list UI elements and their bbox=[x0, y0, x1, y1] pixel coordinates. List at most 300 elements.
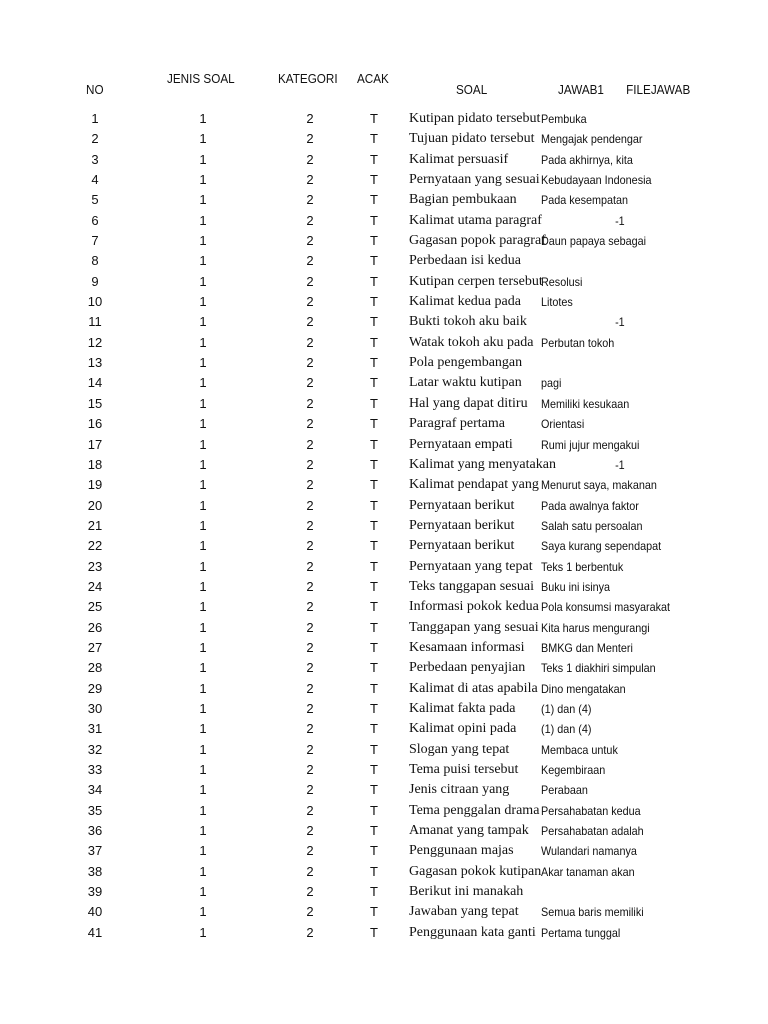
cell-jawab1-text: Kita harus mengurangi bbox=[541, 620, 650, 635]
cell-soal[interactable]: Jawaban yang tepat bbox=[409, 904, 519, 920]
cell-jawab1-text: Orientasi bbox=[541, 417, 585, 432]
cell-acak[interactable]: T bbox=[370, 151, 378, 167]
cell-jawab1[interactable] bbox=[541, 457, 625, 473]
cell-jawab1[interactable] bbox=[541, 375, 629, 391]
cell-no[interactable]: 35 bbox=[87, 802, 103, 818]
cell-no[interactable]: 38 bbox=[87, 863, 103, 879]
cell-kategori[interactable]: 2 bbox=[306, 273, 314, 289]
cell-jenis-soal[interactable]: 1 bbox=[199, 253, 207, 269]
cell-jawab1[interactable] bbox=[541, 660, 656, 676]
cell-no[interactable]: 31 bbox=[87, 721, 103, 737]
cell-kategori[interactable]: 2 bbox=[306, 884, 314, 900]
cell-acak[interactable]: T bbox=[370, 294, 378, 310]
cell-jawab1[interactable] bbox=[541, 742, 629, 758]
cell-no[interactable]: 27 bbox=[87, 639, 103, 655]
cell-soal[interactable]: Kalimat opini pada bbox=[409, 721, 517, 737]
cell-jawab1[interactable] bbox=[541, 884, 629, 900]
cell-kategori[interactable]: 2 bbox=[306, 111, 314, 126]
cell-kategori[interactable]: 2 bbox=[306, 700, 314, 716]
cell-acak[interactable]: T bbox=[370, 212, 378, 228]
cell-no[interactable]: 16 bbox=[87, 416, 103, 432]
cell-jenis-soal[interactable]: 1 bbox=[199, 131, 207, 147]
cell-acak[interactable]: T bbox=[370, 436, 378, 452]
cell-jenis-soal[interactable]: 1 bbox=[199, 660, 207, 676]
cell-jenis-soal[interactable]: 1 bbox=[199, 843, 207, 859]
cell-jawab1[interactable] bbox=[541, 559, 629, 575]
table-row bbox=[0, 355, 768, 375]
cell-no[interactable]: 36 bbox=[87, 823, 103, 839]
cell-jenis-soal[interactable]: 1 bbox=[199, 741, 207, 757]
cell-kategori[interactable]: 2 bbox=[306, 843, 314, 859]
cell-soal[interactable]: Perbedaan penyajian bbox=[409, 660, 526, 676]
cell-jenis-soal[interactable]: 1 bbox=[199, 639, 207, 655]
cell-soal[interactable]: Kesamaan informasi bbox=[409, 639, 525, 655]
table-row bbox=[0, 660, 768, 680]
cell-jenis-soal[interactable]: 1 bbox=[199, 680, 207, 696]
cell-jawab1-text: Wulandari namanya bbox=[541, 844, 637, 859]
cell-kategori[interactable]: 2 bbox=[306, 538, 314, 554]
table-row bbox=[0, 904, 768, 924]
cell-soal[interactable]: Berikut ini manakah bbox=[409, 884, 524, 900]
cell-kategori[interactable]: 2 bbox=[306, 680, 314, 696]
cell-kategori[interactable]: 2 bbox=[306, 660, 314, 676]
cell-soal[interactable]: Pernyataan berikut bbox=[409, 538, 515, 554]
cell-no[interactable]: 41 bbox=[87, 924, 103, 940]
header-filejawab: FILEJAWAB bbox=[625, 82, 690, 97]
cell-no[interactable]: 37 bbox=[87, 843, 103, 859]
table-row bbox=[0, 559, 768, 579]
cell-jawab1[interactable] bbox=[541, 518, 643, 534]
header-acak: ACAK bbox=[357, 71, 389, 86]
cell-soal[interactable]: Gagasan pokok kutipan bbox=[409, 863, 542, 879]
cell-no[interactable]: 19 bbox=[87, 477, 103, 493]
cell-jawab1[interactable] bbox=[541, 253, 629, 269]
cell-soal[interactable]: Paragraf pertama bbox=[409, 416, 505, 432]
cell-no[interactable]: 33 bbox=[87, 762, 103, 777]
cell-kategori[interactable]: 2 bbox=[306, 823, 314, 839]
cell-jenis-soal[interactable]: 1 bbox=[199, 233, 207, 249]
cell-soal[interactable]: Tema puisi tersebut bbox=[409, 762, 519, 777]
cell-jawab1[interactable] bbox=[541, 111, 629, 127]
cell-soal[interactable]: Kalimat di atas apabila bbox=[409, 680, 538, 696]
cell-jawab1[interactable] bbox=[541, 172, 652, 188]
table-row bbox=[0, 681, 768, 701]
cell-jawab1-text: -1 bbox=[615, 315, 625, 330]
cell-acak[interactable]: T bbox=[370, 741, 378, 757]
cell-acak[interactable]: T bbox=[370, 863, 378, 879]
cell-kategori[interactable]: 2 bbox=[306, 782, 314, 798]
cell-kategori[interactable]: 2 bbox=[306, 924, 314, 940]
cell-jawab1[interactable] bbox=[541, 538, 662, 554]
cell-jenis-soal[interactable]: 1 bbox=[199, 762, 207, 777]
cell-jawab1[interactable] bbox=[541, 925, 629, 941]
cell-soal[interactable]: Tujuan pidato tersebut bbox=[409, 131, 535, 147]
cell-jenis-soal[interactable]: 1 bbox=[199, 436, 207, 452]
cell-jenis-soal[interactable]: 1 bbox=[199, 863, 207, 879]
table-row bbox=[0, 498, 768, 518]
cell-jawab1[interactable] bbox=[541, 782, 629, 798]
cell-jenis-soal[interactable]: 1 bbox=[199, 823, 207, 839]
cell-jawab1[interactable] bbox=[541, 579, 629, 595]
cell-no[interactable]: 12 bbox=[87, 334, 103, 350]
cell-soal[interactable]: Perbedaan isi kedua bbox=[409, 253, 521, 269]
cell-jawab1-text: Persahabatan adalah bbox=[541, 824, 644, 839]
cell-kategori[interactable]: 2 bbox=[306, 314, 314, 330]
cell-kategori[interactable]: 2 bbox=[306, 477, 314, 493]
cell-jawab1[interactable] bbox=[541, 131, 643, 147]
cell-acak[interactable]: T bbox=[370, 782, 378, 798]
header-soal: SOAL bbox=[456, 82, 488, 97]
table-row bbox=[0, 294, 768, 314]
table-row bbox=[0, 803, 768, 823]
cell-acak[interactable]: T bbox=[370, 700, 378, 716]
cell-no[interactable]: 25 bbox=[87, 599, 103, 615]
cell-acak[interactable]: T bbox=[370, 802, 378, 818]
cell-soal[interactable]: Penggunaan kata ganti bbox=[409, 924, 536, 940]
cell-soal[interactable]: Kutipan cerpen tersebut bbox=[409, 273, 543, 289]
cell-jawab1-text: Memiliki kesukaan bbox=[541, 396, 630, 411]
cell-kategori[interactable]: 2 bbox=[306, 253, 314, 269]
table-row bbox=[0, 823, 768, 843]
cell-no[interactable]: 7 bbox=[91, 233, 99, 249]
cell-jawab1-text: Salah satu persoalan bbox=[541, 518, 643, 533]
cell-no[interactable]: 5 bbox=[91, 192, 99, 208]
cell-jenis-soal[interactable]: 1 bbox=[199, 456, 207, 472]
cell-jawab1[interactable] bbox=[541, 294, 629, 310]
cell-jenis-soal[interactable]: 1 bbox=[199, 924, 207, 940]
cell-kategori[interactable]: 2 bbox=[306, 497, 314, 513]
cell-no[interactable]: 10 bbox=[87, 294, 103, 310]
cell-jawab1-text: Teks 1 berbentuk bbox=[541, 559, 624, 574]
cell-soal[interactable]: Kalimat fakta pada bbox=[409, 700, 516, 716]
cell-kategori[interactable]: 2 bbox=[306, 436, 314, 452]
cell-acak[interactable]: T bbox=[370, 619, 378, 635]
cell-jenis-soal[interactable]: 1 bbox=[199, 517, 207, 533]
cell-jawab1[interactable] bbox=[541, 599, 671, 615]
cell-no[interactable]: 20 bbox=[87, 497, 103, 513]
cell-kategori[interactable]: 2 bbox=[306, 517, 314, 533]
header-jawab1: JAWAB1 bbox=[558, 82, 604, 97]
cell-jenis-soal[interactable]: 1 bbox=[199, 497, 207, 513]
cell-no[interactable]: 9 bbox=[91, 273, 99, 289]
cell-jawab1[interactable] bbox=[541, 904, 644, 920]
cell-no[interactable]: 4 bbox=[91, 172, 99, 188]
cell-acak[interactable]: T bbox=[370, 131, 378, 147]
cell-no[interactable]: 13 bbox=[87, 355, 103, 371]
cell-acak[interactable]: T bbox=[370, 233, 378, 249]
cell-acak[interactable]: T bbox=[370, 904, 378, 920]
cell-no[interactable]: 15 bbox=[87, 395, 103, 411]
cell-soal[interactable]: Gagasan popok paragraf bbox=[409, 233, 546, 249]
cell-jawab1[interactable] bbox=[541, 701, 629, 717]
cell-acak[interactable]: T bbox=[370, 172, 378, 188]
cell-jawab1[interactable] bbox=[541, 498, 639, 514]
cell-kategori[interactable]: 2 bbox=[306, 172, 314, 188]
cell-jenis-soal[interactable]: 1 bbox=[199, 904, 207, 920]
cell-jenis-soal[interactable]: 1 bbox=[199, 721, 207, 737]
cell-jenis-soal[interactable]: 1 bbox=[199, 558, 207, 574]
table-row bbox=[0, 314, 768, 334]
cell-kategori[interactable]: 2 bbox=[306, 619, 314, 635]
cell-soal[interactable]: Amanat yang tampak bbox=[409, 823, 529, 839]
cell-acak[interactable]: T bbox=[370, 924, 378, 940]
cell-jawab1[interactable] bbox=[541, 233, 647, 249]
cell-soal[interactable]: Bagian pembukaan bbox=[409, 192, 517, 208]
cell-jawab1[interactable] bbox=[541, 477, 657, 493]
cell-soal[interactable]: Watak tokoh aku pada bbox=[409, 334, 534, 350]
table-row bbox=[0, 518, 768, 538]
cell-no[interactable]: 2 bbox=[91, 131, 99, 147]
cell-no[interactable]: 18 bbox=[87, 456, 103, 472]
cell-jawab1-text: -1 bbox=[615, 457, 625, 472]
cell-soal[interactable]: Kalimat persuasif bbox=[409, 151, 509, 167]
cell-jenis-soal[interactable]: 1 bbox=[199, 477, 207, 493]
cell-soal[interactable]: Informasi pokok kedua bbox=[409, 599, 539, 615]
cell-acak[interactable]: T bbox=[370, 762, 378, 777]
cell-acak[interactable]: T bbox=[370, 599, 378, 615]
cell-soal[interactable]: Tema penggalan drama bbox=[409, 802, 540, 818]
cell-jenis-soal[interactable]: 1 bbox=[199, 578, 207, 594]
cell-soal[interactable]: Pola pengembangan bbox=[409, 355, 523, 371]
cell-jawab1-text: BMKG dan Menteri bbox=[541, 640, 633, 655]
cell-acak[interactable]: T bbox=[370, 314, 378, 330]
cell-acak[interactable]: T bbox=[370, 477, 378, 493]
cell-no[interactable]: 8 bbox=[91, 253, 99, 269]
cell-jenis-soal[interactable]: 1 bbox=[199, 172, 207, 188]
cell-no[interactable]: 14 bbox=[87, 375, 103, 391]
cell-kategori[interactable]: 2 bbox=[306, 599, 314, 615]
cell-jenis-soal[interactable]: 1 bbox=[199, 334, 207, 350]
cell-no[interactable]: 3 bbox=[91, 151, 99, 167]
cell-jawab1-text: Kebudayaan Indonesia bbox=[541, 173, 652, 188]
cell-kategori[interactable]: 2 bbox=[306, 355, 314, 371]
cell-no[interactable]: 28 bbox=[87, 660, 103, 676]
table-row bbox=[0, 274, 768, 294]
cell-acak[interactable]: T bbox=[370, 538, 378, 554]
cell-no[interactable]: 39 bbox=[87, 884, 103, 900]
cell-jawab1-text: Pertama tunggal bbox=[541, 925, 621, 940]
cell-jenis-soal[interactable]: 1 bbox=[199, 538, 207, 554]
cell-jawab1-text: Membaca untuk bbox=[541, 742, 618, 757]
cell-jenis-soal[interactable]: 1 bbox=[199, 314, 207, 330]
cell-jawab1-text: Akar tanaman akan bbox=[541, 864, 635, 879]
cell-soal[interactable]: Teks tanggapan sesuai bbox=[409, 578, 534, 594]
cell-jenis-soal[interactable]: 1 bbox=[199, 355, 207, 371]
cell-jawab1[interactable] bbox=[541, 152, 633, 168]
cell-soal[interactable]: Pernyataan berikut bbox=[409, 517, 515, 533]
cell-soal[interactable]: Kalimat yang menyatakan bbox=[409, 456, 556, 472]
cell-soal[interactable]: Bukti tokoh aku baik bbox=[409, 314, 527, 330]
cell-kategori[interactable]: 2 bbox=[306, 904, 314, 920]
cell-acak[interactable]: T bbox=[370, 823, 378, 839]
cell-acak[interactable]: T bbox=[370, 273, 378, 289]
cell-no[interactable]: 11 bbox=[88, 314, 102, 330]
cell-soal[interactable]: Latar waktu kutipan bbox=[409, 375, 522, 391]
cell-jawab1-text: Pada akhirnya, kita bbox=[541, 152, 633, 167]
cell-jawab1[interactable] bbox=[541, 640, 633, 656]
cell-jawab1-text: Pola konsumsi masyarakat bbox=[541, 600, 671, 615]
table-row bbox=[0, 701, 768, 721]
cell-jawab1[interactable] bbox=[541, 274, 629, 290]
cell-jawab1[interactable] bbox=[541, 803, 641, 819]
cell-acak[interactable]: T bbox=[370, 416, 378, 432]
header-jenis-soal: JENIS SOAL bbox=[167, 71, 235, 86]
cell-kategori[interactable]: 2 bbox=[306, 578, 314, 594]
cell-jenis-soal[interactable]: 1 bbox=[199, 395, 207, 411]
cell-no[interactable]: 32 bbox=[87, 741, 103, 757]
cell-acak[interactable]: T bbox=[370, 578, 378, 594]
cell-soal[interactable]: Kutipan pidato tersebut bbox=[409, 111, 541, 126]
cell-acak[interactable]: T bbox=[370, 884, 378, 900]
cell-acak[interactable]: T bbox=[370, 456, 378, 472]
cell-jawab1[interactable] bbox=[541, 192, 629, 208]
cell-jenis-soal[interactable]: 1 bbox=[199, 151, 207, 167]
cell-jenis-soal[interactable]: 1 bbox=[199, 599, 207, 615]
table-row bbox=[0, 843, 768, 863]
cell-soal[interactable]: Pernyataan yang sesuai bbox=[409, 172, 540, 188]
cell-kategori[interactable]: 2 bbox=[306, 456, 314, 472]
table-row bbox=[0, 131, 768, 151]
table-row bbox=[0, 579, 768, 599]
cell-kategori[interactable]: 2 bbox=[306, 863, 314, 879]
cell-no[interactable]: 21 bbox=[87, 517, 103, 533]
table-row bbox=[0, 620, 768, 640]
cell-no[interactable]: 29 bbox=[87, 680, 103, 696]
cell-soal[interactable]: Jenis citraan yang bbox=[409, 782, 510, 798]
cell-kategori[interactable]: 2 bbox=[306, 762, 314, 777]
cell-jawab1-text: Rumi jujur mengakui bbox=[541, 437, 640, 452]
cell-acak[interactable]: T bbox=[370, 111, 378, 126]
cell-acak[interactable]: T bbox=[370, 497, 378, 513]
cell-kategori[interactable]: 2 bbox=[306, 639, 314, 655]
cell-jenis-soal[interactable]: 1 bbox=[199, 782, 207, 798]
cell-jenis-soal[interactable]: 1 bbox=[199, 273, 207, 289]
cell-no[interactable]: 26 bbox=[87, 619, 103, 635]
cell-jenis-soal[interactable]: 1 bbox=[199, 212, 207, 228]
cell-jawab1[interactable] bbox=[541, 823, 644, 839]
cell-no[interactable]: 1 bbox=[91, 111, 99, 126]
cell-no[interactable]: 22 bbox=[87, 538, 103, 554]
cell-soal[interactable]: Kalimat utama paragraf bbox=[409, 212, 542, 228]
cell-kategori[interactable]: 2 bbox=[306, 334, 314, 350]
cell-soal[interactable]: Pernyataan empati bbox=[409, 436, 513, 452]
cell-jawab1[interactable] bbox=[541, 864, 635, 880]
cell-jawab1[interactable] bbox=[541, 437, 640, 453]
cell-jenis-soal[interactable]: 1 bbox=[199, 192, 207, 208]
cell-no[interactable]: 30 bbox=[87, 700, 103, 716]
cell-kategori[interactable]: 2 bbox=[306, 721, 314, 737]
cell-jawab1-text: Persahabatan kedua bbox=[541, 803, 641, 818]
cell-jenis-soal[interactable]: 1 bbox=[199, 700, 207, 716]
cell-kategori[interactable]: 2 bbox=[306, 192, 314, 208]
cell-kategori[interactable]: 2 bbox=[306, 375, 314, 391]
cell-acak[interactable]: T bbox=[370, 334, 378, 350]
cell-acak[interactable]: T bbox=[370, 639, 378, 655]
cell-jawab1-text: Perabaan bbox=[541, 783, 588, 798]
cell-no[interactable]: 17 bbox=[87, 436, 103, 452]
table-row bbox=[0, 477, 768, 497]
cell-acak[interactable]: T bbox=[370, 517, 378, 533]
cell-jawab1[interactable] bbox=[541, 762, 629, 778]
cell-acak[interactable]: T bbox=[370, 660, 378, 676]
cell-jawab1[interactable] bbox=[541, 355, 629, 371]
cell-no[interactable]: 6 bbox=[91, 212, 99, 228]
cell-soal[interactable]: Slogan yang tepat bbox=[409, 741, 510, 757]
cell-jenis-soal[interactable]: 1 bbox=[199, 294, 207, 310]
cell-acak[interactable]: T bbox=[370, 375, 378, 391]
cell-kategori[interactable]: 2 bbox=[306, 558, 314, 574]
cell-no[interactable]: 23 bbox=[87, 558, 103, 574]
cell-soal[interactable]: Kalimat pendapat yang bbox=[409, 477, 539, 493]
cell-jawab1[interactable] bbox=[541, 335, 629, 351]
cell-jawab1-text: Teks 1 diakhiri simpulan bbox=[541, 661, 656, 676]
cell-jawab1[interactable] bbox=[541, 721, 629, 737]
cell-jawab1[interactable] bbox=[541, 416, 629, 432]
cell-soal[interactable]: Penggunaan majas bbox=[409, 843, 514, 859]
cell-acak[interactable]: T bbox=[370, 192, 378, 208]
cell-soal[interactable]: Tanggapan yang sesuai bbox=[409, 619, 539, 635]
cell-jenis-soal[interactable]: 1 bbox=[199, 416, 207, 432]
cell-jawab1[interactable] bbox=[541, 314, 625, 330]
cell-acak[interactable]: T bbox=[370, 721, 378, 737]
cell-no[interactable]: 24 bbox=[87, 578, 103, 594]
table-row bbox=[0, 192, 768, 212]
cell-acak[interactable]: T bbox=[370, 558, 378, 574]
table-row bbox=[0, 375, 768, 395]
cell-kategori[interactable]: 2 bbox=[306, 741, 314, 757]
cell-acak[interactable]: T bbox=[370, 253, 378, 269]
cell-soal[interactable]: Pernyataan berikut bbox=[409, 497, 515, 513]
cell-acak[interactable]: T bbox=[370, 680, 378, 696]
cell-jawab1[interactable] bbox=[541, 396, 629, 412]
cell-no[interactable]: 40 bbox=[87, 904, 103, 920]
cell-soal[interactable]: Pernyataan yang tepat bbox=[409, 558, 533, 574]
cell-jenis-soal[interactable]: 1 bbox=[199, 375, 207, 391]
cell-jawab1[interactable] bbox=[541, 681, 629, 697]
table-row bbox=[0, 864, 768, 884]
cell-jenis-soal[interactable]: 1 bbox=[199, 802, 207, 818]
cell-jenis-soal[interactable]: 1 bbox=[199, 884, 207, 900]
cell-acak[interactable]: T bbox=[370, 395, 378, 411]
cell-kategori[interactable]: 2 bbox=[306, 416, 314, 432]
cell-kategori[interactable]: 2 bbox=[306, 151, 314, 167]
table-row bbox=[0, 253, 768, 273]
cell-kategori[interactable]: 2 bbox=[306, 233, 314, 249]
cell-jawab1-text: (1) dan (4) bbox=[541, 722, 592, 737]
table-row bbox=[0, 884, 768, 904]
cell-jenis-soal[interactable]: 1 bbox=[199, 619, 207, 635]
header-kategori: KATEGORI bbox=[278, 71, 338, 86]
cell-no[interactable]: 34 bbox=[87, 782, 103, 798]
cell-kategori[interactable]: 2 bbox=[306, 395, 314, 411]
cell-kategori[interactable]: 2 bbox=[306, 131, 314, 147]
cell-jawab1[interactable] bbox=[541, 213, 625, 229]
table-row bbox=[0, 233, 768, 253]
cell-jawab1-text: Resolusi bbox=[541, 274, 583, 289]
table-row bbox=[0, 762, 768, 782]
cell-jawab1-text: Litotes bbox=[541, 295, 573, 310]
cell-acak[interactable]: T bbox=[370, 355, 378, 371]
cell-kategori[interactable]: 2 bbox=[306, 294, 314, 310]
cell-kategori[interactable]: 2 bbox=[306, 212, 314, 228]
cell-soal[interactable]: Hal yang dapat ditiru bbox=[409, 395, 528, 411]
cell-jawab1[interactable] bbox=[541, 620, 650, 636]
cell-kategori[interactable]: 2 bbox=[306, 802, 314, 818]
cell-jenis-soal[interactable]: 1 bbox=[199, 111, 207, 126]
cell-jawab1[interactable] bbox=[541, 843, 637, 859]
cell-soal[interactable]: Kalimat kedua pada bbox=[409, 294, 521, 310]
cell-acak[interactable]: T bbox=[370, 843, 378, 859]
